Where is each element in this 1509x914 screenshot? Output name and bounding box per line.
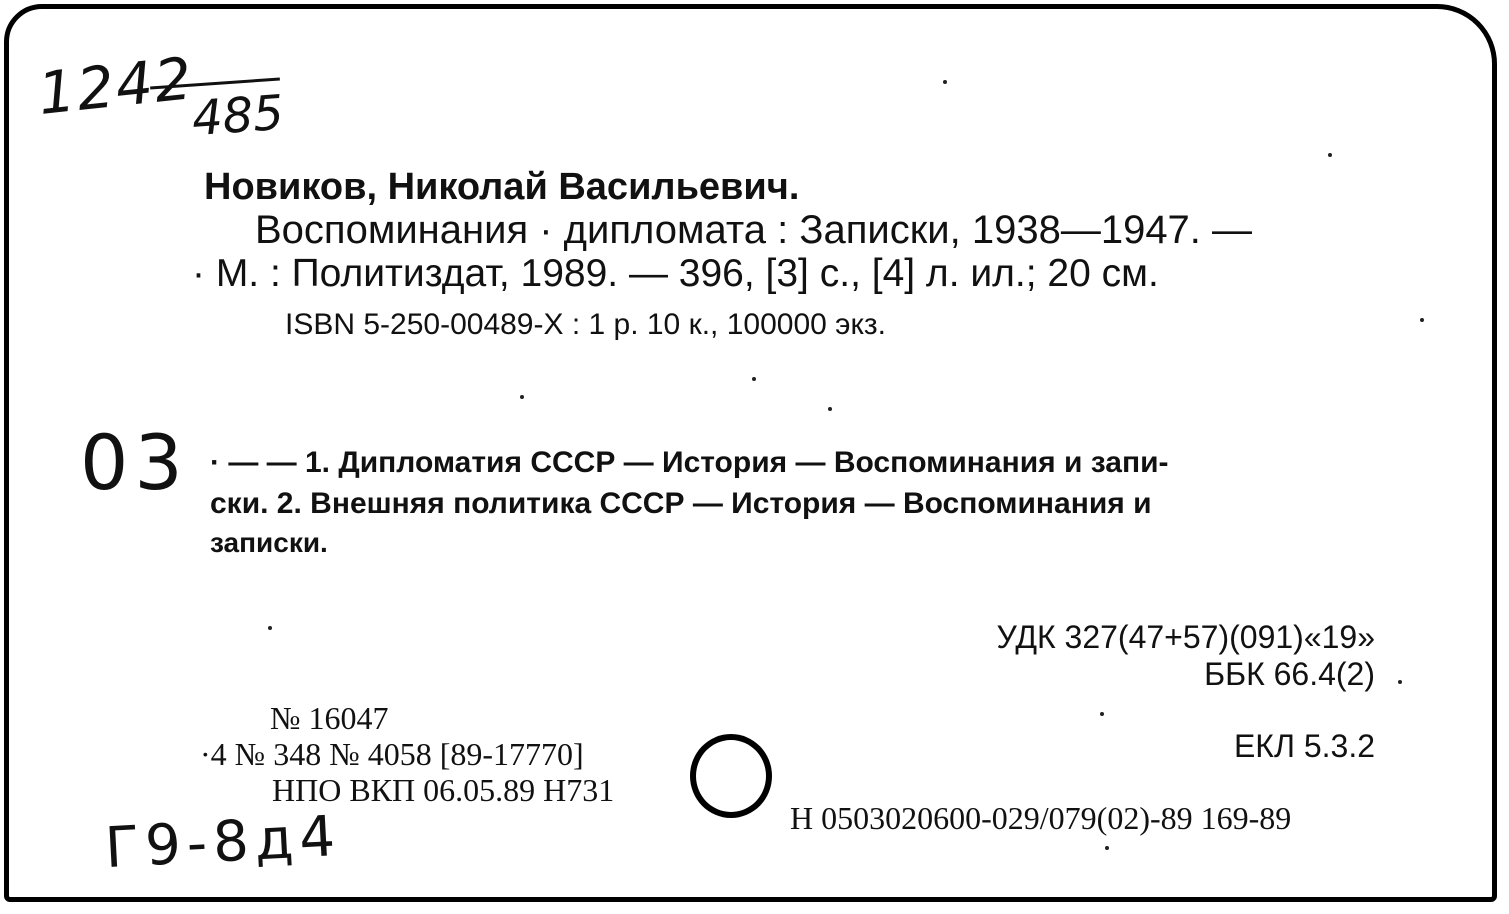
subject-line-1: · — — 1. Дипломатия СССР — История — Воспоминания и запи- [210, 446, 1169, 479]
handwritten-bottom-mark: Г9-8д4 [103, 803, 343, 882]
title-line-2: · М. : Политиздат, 1989. — 396, [3] с., [4] л. ил.; 20 см. [192, 252, 1159, 295]
speck [1420, 318, 1424, 322]
speck [828, 407, 832, 411]
imprint-line-3: НПО ВКП 06.05.89 Н731 [272, 772, 615, 808]
imprint-number: № 16047 [270, 700, 389, 736]
speck [1105, 846, 1109, 850]
card-punch-hole [690, 734, 772, 818]
ekl-code: ЕКЛ 5.3.2 [1233, 728, 1375, 764]
bbk-code: ББК 66.4(2) [1204, 656, 1375, 692]
speck [268, 626, 272, 630]
handwritten-code: 03 [80, 418, 189, 507]
title-line-1: Воспоминания · дипломата : Записки, 1938—1947. — [255, 208, 1253, 252]
speck [1328, 153, 1332, 157]
speck [1100, 712, 1104, 716]
handwritten-shelf-number: 1242 [34, 44, 197, 128]
author-heading: Новиков, Николай Васильевич. [204, 166, 800, 208]
speck [752, 377, 756, 381]
isbn-line: ISBN 5-250-00489-X : 1 р. 10 к., 100000 экз. [285, 308, 887, 341]
bottom-code: Н 0503020600-029/079(02)-89 169-89 [790, 800, 1292, 836]
speck [1398, 680, 1402, 684]
speck [520, 395, 524, 399]
imprint-line-2: ·4 № 348 № 4058 [89-17770] [200, 736, 584, 772]
subject-line-2: ски. 2. Внешняя политика СССР — История — Воспоминания и [210, 487, 1152, 520]
subject-line-3: записки. [210, 527, 328, 558]
speck [943, 80, 947, 84]
udk-code: УДК 327(47+57)(091)«19» [996, 619, 1375, 655]
handwritten-shelf-sub: 485 [190, 84, 286, 148]
